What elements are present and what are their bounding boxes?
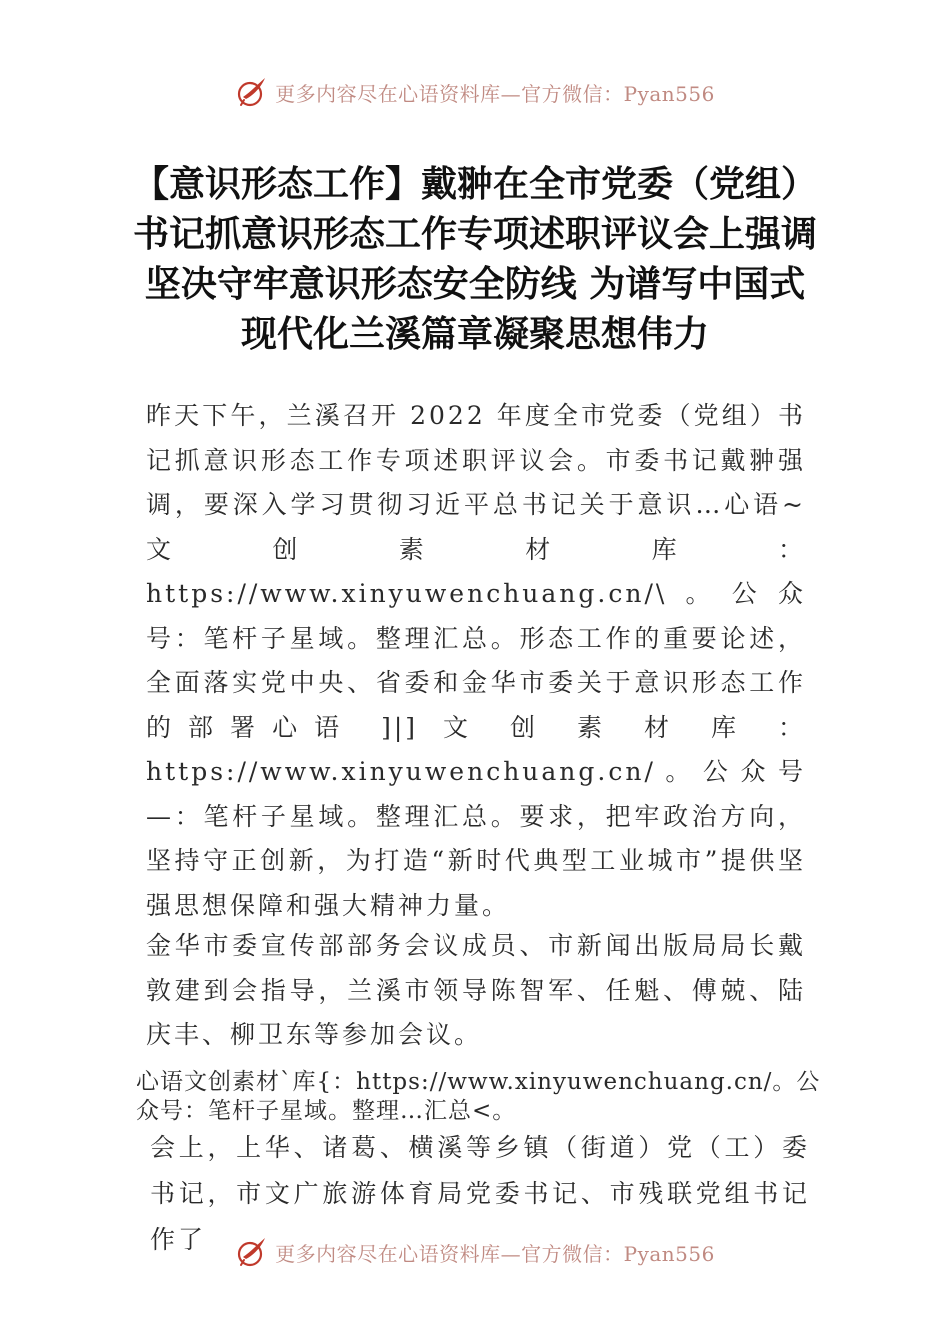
quill-pen-logo-icon: [235, 75, 269, 109]
body-paragraph-3: 会上，上华、诸葛、横溪等乡镇（街道）党（工）委书记，市文广旅游体育局党委书记、市残联党组书记作了: [150, 1133, 810, 1254]
inserted-promo-note: 心语文创素材`库{：https://www.xinyuwenchuang.cn/。公众号：笔杆子星域。整理…汇总<。: [136, 1069, 821, 1124]
header-banner-text: 更多内容尽在心语资料库—官方微信：Pyan556: [275, 81, 715, 106]
body-paragraph-2: 金华市委宣传部部务会议成员、市新闻出版局局长戴敦建到会指导，兰溪市领导陈智军、任魁、傅兢、陆庆丰、柳卫东等参加会议。: [146, 931, 806, 1049]
document-title: 【意识形态工作】戴翀在全市党委（党组）书记抓意识形态工作专项述职评议会上强调坚决守牢意识形态安全防线 为谱写中国式现代化兰溪篇章凝聚思想伟力: [132, 164, 817, 355]
header-banner: [0, 72, 950, 112]
body-paragraph-1: 昨天下午，兰溪召开 2022 年度全市党委（党组）书记抓意识形态工作专项述职评议会。市委书记戴翀强调，要深入学习贯彻习近平总书记关于意识…心语~文创素材库：https://www.xinyuwenchuang.cn/\。公众号：笔杆子星域。整理汇总。形态工作的重要论述，全面落实党中央、省委和金华市委关于意识形态工作的部署心语 ]|] 文 创 素 材 库 ： https://www.xinyuwenchuang.cn/。公众号—：笔杆子星域。整理汇总。要求，把牢政治方向，坚持守正创新，为打造“新时代典型工业城市”提供坚强思想保障和强大精神力量。: [146, 401, 806, 920]
footer-banner-text: 更多内容尽在心语资料库—官方微信：Pyan556: [275, 1241, 715, 1266]
footer-banner: [0, 1232, 950, 1272]
quill-pen-logo-icon: [235, 1235, 269, 1269]
